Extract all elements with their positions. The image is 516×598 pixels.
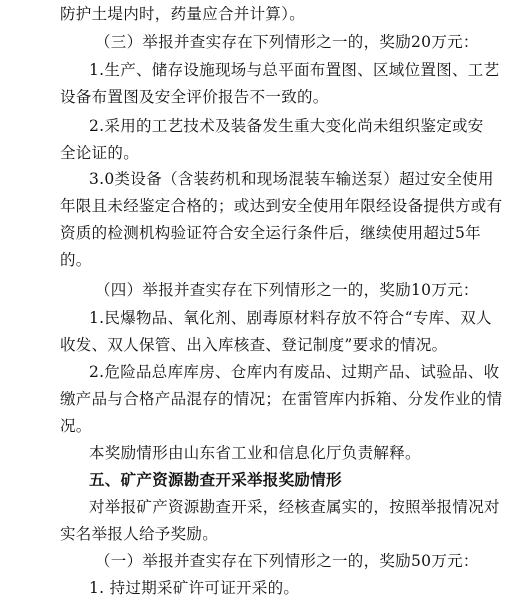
text-line: 2.采用的工艺技术及装备发生重大变化尚未组织鉴定或安: [89, 117, 484, 135]
section-heading-5: 五、矿产资源勘查开采举报奖励情形: [89, 471, 342, 489]
text-line: 2.危险品总库库房、仓库内有废品、过期产品、试验品、收: [89, 363, 500, 381]
text-line: 资质的检测机构验证符合安全运行条件后，继续使用超过5年: [60, 224, 481, 242]
section-heading-4: （四）举报并查实存在下列情形之一的，奖励10万元：: [95, 281, 479, 299]
text-line: 1. 持过期采矿许可证开采的。: [89, 579, 300, 597]
text-line: 设备布置图及安全评价报告不一致的。: [60, 88, 329, 106]
text-line: 1.民爆物品、氧化剂、剧毒原材料存放不符合“专库、双人: [89, 309, 492, 327]
text-line: 收发、双人保管、出入库核查、登记制度”要求的情况。: [60, 336, 448, 354]
text-line: 的。: [60, 251, 92, 269]
text-line: 本奖励情形由山东省工业和信息化厅负责解释。: [89, 444, 421, 462]
section-heading-5-1: （一）举报并查实存在下列情形之一的，奖励50万元：: [95, 552, 479, 570]
text-line: 缴产品与合格产品混存的情况；在雷管库内拆箱、分发作业的情: [60, 390, 503, 408]
text-line: 实名举报人给予奖励。: [60, 525, 219, 543]
text-line: 况。: [60, 417, 92, 435]
text-line: 3.0类设备（含装药机和现场混装车输送泵）超过安全使用: [89, 170, 494, 188]
text-line: 防护土堤内时，药量应合并计算）。: [60, 5, 306, 23]
section-heading-3: （三）举报并查实存在下列情形之一的，奖励20万元：: [95, 33, 479, 51]
text-line: 年限且未经鉴定合格的；或达到安全使用年限经设备提供方或有: [60, 197, 503, 215]
text-line: 1.生产、储存设施现场与总平面布置图、区域位置图、工艺: [89, 61, 500, 79]
text-line: 全论证的。: [60, 144, 140, 162]
text-line: 对举报矿产资源勘查开采，经核查属实的，按照举报情况对: [89, 498, 500, 516]
